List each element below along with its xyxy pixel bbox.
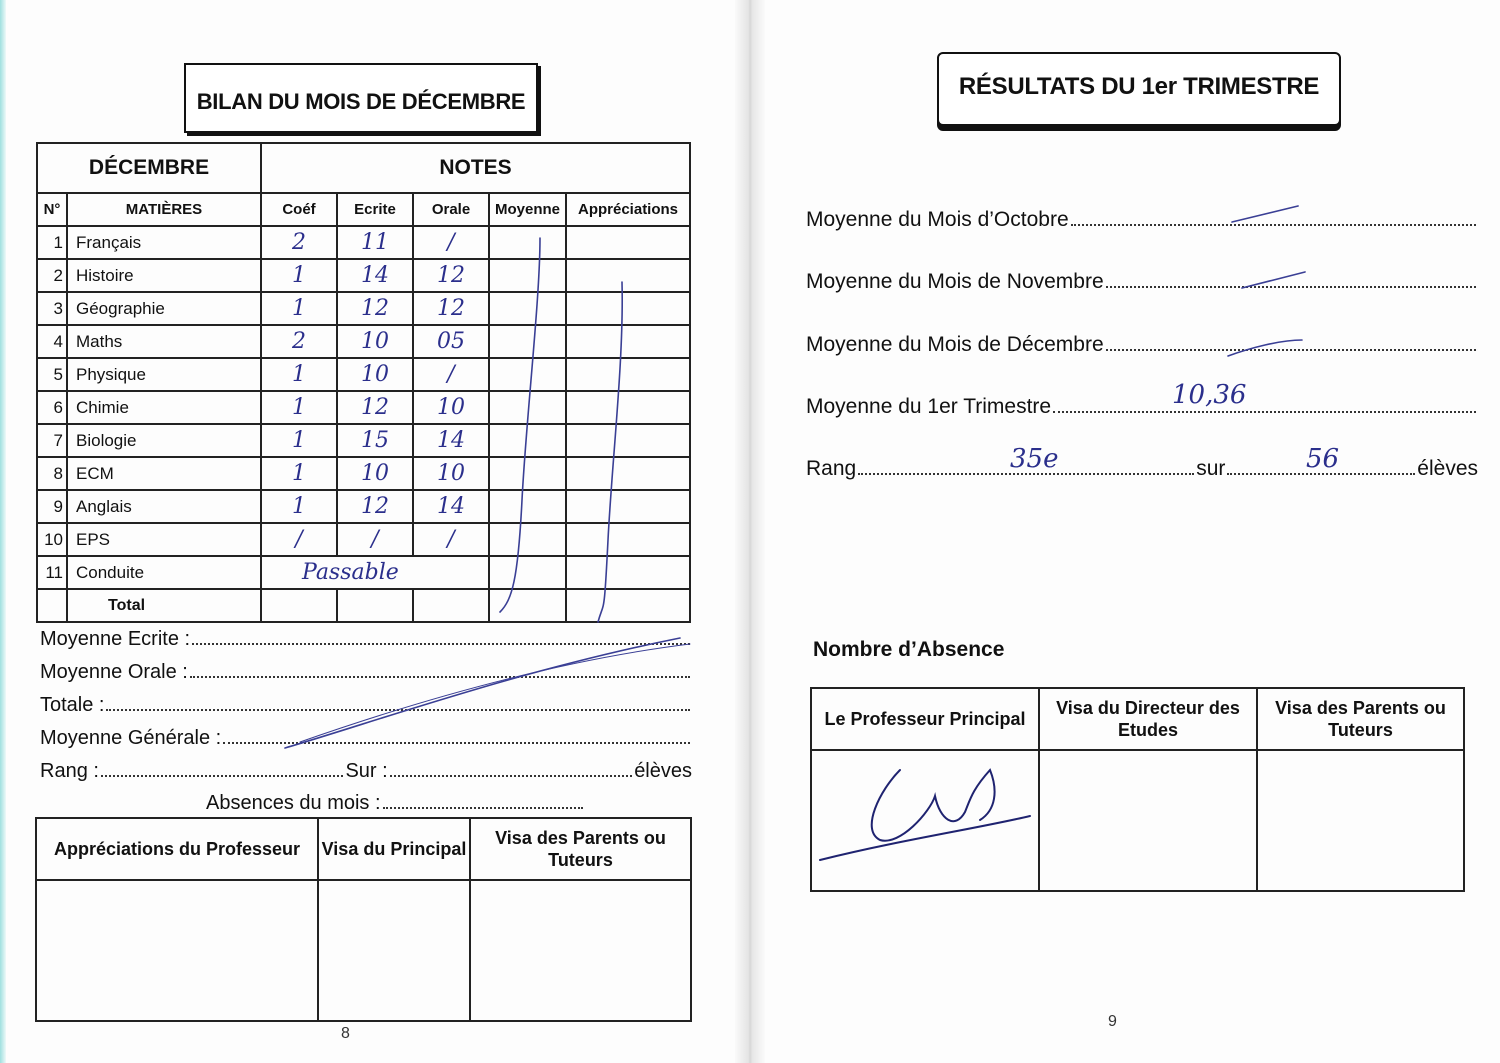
table-row [37,358,690,391]
visa-directeur-cell [1039,750,1257,891]
visa-parents-cell [470,880,691,1021]
moyenne-value [489,457,566,490]
coef-value: 1 [261,292,337,325]
table-row [37,523,690,556]
coef-value: 1 [261,391,337,424]
moyenne-generale-label: Moyenne Générale : [40,727,222,749]
absences-mois-label: Absences du mois : [206,792,381,814]
orale-value: 10 [413,457,489,490]
conduite-mark: Passable [261,556,489,589]
moyenne-trimestre-value: 10,36 [1172,380,1247,410]
orale-value: 12 [413,259,489,292]
appreciation-value [566,424,690,457]
column-header-coef: Coéf [261,193,337,226]
appreciation-value [566,556,690,589]
page-number-right: 9 [1108,1013,1117,1030]
orale-value: / [413,226,489,259]
ecrite-value: 14 [337,259,413,292]
rang-value: 35e [1010,444,1059,474]
appreciation-value [566,490,690,523]
coef-value: 2 [261,325,337,358]
book-fold [735,0,765,1063]
moyenne-value [489,556,566,589]
row-num: 9 [37,490,67,523]
appreciation-value [566,292,690,325]
orale-value: / [413,358,489,391]
left-page-title: BILAN DU MOIS DE DÉCEMBRE [184,63,538,133]
ecrite-value: / [337,523,413,556]
moyenne-novembre-label: Moyenne du Mois de Novembre [806,270,1104,293]
moyenne-value [489,391,566,424]
ecrite-value: 12 [337,490,413,523]
appreciation-value [566,259,690,292]
moyenne-value [489,523,566,556]
page-edge [0,0,6,1063]
total-ecrite-cell [337,589,413,622]
orale-value: 14 [413,490,489,523]
row-num: 4 [37,325,67,358]
row-num: 7 [37,424,67,457]
total-label: Total [67,589,261,622]
moyenne-trimestre-line [806,395,1478,419]
coef-value: / [261,523,337,556]
moyenne-novembre-line [806,270,1478,294]
moyenne-value [489,259,566,292]
row-num: 11 [37,556,67,589]
moyenne-decembre-label: Moyenne du Mois de Décembre [806,333,1104,356]
subject-name: Français [67,226,261,259]
moyenne-value [489,424,566,457]
ecrite-value: 15 [337,424,413,457]
orale-value: 12 [413,292,489,325]
totale-line [40,694,692,717]
row-num: 5 [37,358,67,391]
ecrite-value: 12 [337,391,413,424]
right-page-title: RÉSULTATS DU 1er TRIMESTRE [937,52,1341,126]
subject-name: Géographie [67,292,261,325]
sur-trimestre-label: sur [1196,457,1226,480]
table-row [37,226,690,259]
appreciation-value [566,391,690,424]
coef-value: 1 [261,457,337,490]
subject-name: EPS [67,523,261,556]
visa-principal-cell [318,880,470,1021]
appreciation-value [566,523,690,556]
column-header-num: N° [37,193,67,226]
visa-parents-tuteurs-header: Visa des Parents ou Tuteurs [1257,688,1464,750]
appreciation-value [566,325,690,358]
orale-value: 05 [413,325,489,358]
moyenne-orale-line [40,661,692,684]
appreciation-value [566,358,690,391]
page-number-left: 8 [341,1025,350,1042]
eleves-trimestre-label: élèves [1417,457,1478,480]
month-header: DÉCEMBRE [37,143,261,193]
moyenne-value [489,358,566,391]
moyenne-orale-label: Moyenne Orale : [40,661,188,683]
moyenne-octobre-line [806,208,1478,232]
visa-directeur-header: Visa du Directeur des Etudes [1039,688,1257,750]
rang-label: Rang : [40,760,99,782]
notes-table-body [37,226,690,589]
rang-trimestre-line [806,457,1478,481]
subject-name: Chimie [67,391,261,424]
table-row [37,556,690,589]
total-moyenne-cell [489,589,566,622]
right-page [745,0,1500,1063]
coef-value: 2 [261,226,337,259]
moyenne-ecrite-label: Moyenne Ecrite : [40,628,191,650]
moyenne-trimestre-label: Moyenne du 1er Trimestre [806,395,1052,418]
row-num: 2 [37,259,67,292]
notes-header: NOTES [261,143,690,193]
moyenne-value [489,226,566,259]
absences-mois-line [206,792,583,815]
ecrite-value: 12 [337,292,413,325]
table-row [37,424,690,457]
row-num: 1 [37,226,67,259]
table-row [37,490,690,523]
subject-name: Anglais [67,490,261,523]
right-visa-table [810,687,1465,892]
row-num: 3 [37,292,67,325]
ecrite-value: 10 [337,457,413,490]
moyenne-decembre-line [806,333,1478,357]
table-row [37,325,690,358]
professeur-principal-header: Le Professeur Principal [811,688,1039,750]
moyenne-value [489,325,566,358]
total-coef-cell [261,589,337,622]
ecrite-value: 11 [337,226,413,259]
ecrite-value: 10 [337,358,413,391]
column-header-matieres: MATIÈRES [67,193,261,226]
moyenne-value [489,490,566,523]
left-visa-table [35,817,692,1022]
moyenne-value [489,292,566,325]
notes-table [36,142,691,623]
row-num: 10 [37,523,67,556]
column-header-appreciations: Appréciations [566,193,690,226]
moyenne-generale-line [40,727,692,750]
subject-name: Biologie [67,424,261,457]
nombre-absence-title: Nombre d’Absence [813,638,1005,661]
moyenne-octobre-label: Moyenne du Mois d’Octobre [806,208,1069,231]
column-header-orale: Orale [413,193,489,226]
subject-name: Maths [67,325,261,358]
professeur-principal-cell [811,750,1039,891]
rang-trimestre-label: Rang [806,457,857,480]
subject-name: Physique [67,358,261,391]
row-num: 6 [37,391,67,424]
column-header-ecrite: Ecrite [337,193,413,226]
coef-value: 1 [261,358,337,391]
total-num-cell [37,589,67,622]
table-row [37,292,690,325]
coef-value: 1 [261,490,337,523]
sur-value: 56 [1306,444,1340,474]
column-header-moyenne: Moyenne [489,193,566,226]
appreciations-professeur-cell [36,880,318,1021]
orale-value: / [413,523,489,556]
subject-name: Conduite [67,556,261,589]
moyenne-ecrite-line [40,628,692,651]
sur-label: Sur : [345,760,388,782]
subject-name: ECM [67,457,261,490]
table-row [37,391,690,424]
coef-value: 1 [261,424,337,457]
visa-parents-tuteurs-cell [1257,750,1464,891]
ecrite-value: 10 [337,325,413,358]
table-row [37,259,690,292]
coef-value: 1 [261,259,337,292]
orale-value: 10 [413,391,489,424]
rang-line [40,760,692,783]
orale-value: 14 [413,424,489,457]
total-appreciation-cell [566,589,690,622]
row-num: 8 [37,457,67,490]
totale-label: Totale : [40,694,105,716]
appreciations-professeur-header: Appréciations du Professeur [36,818,318,880]
table-row [37,457,690,490]
subject-name: Histoire [67,259,261,292]
appreciation-value [566,457,690,490]
appreciation-value [566,226,690,259]
visa-principal-header: Visa du Principal [318,818,470,880]
total-orale-cell [413,589,489,622]
visa-parents-header: Visa des Parents ou Tuteurs [470,818,691,880]
eleves-label: élèves [634,760,692,782]
